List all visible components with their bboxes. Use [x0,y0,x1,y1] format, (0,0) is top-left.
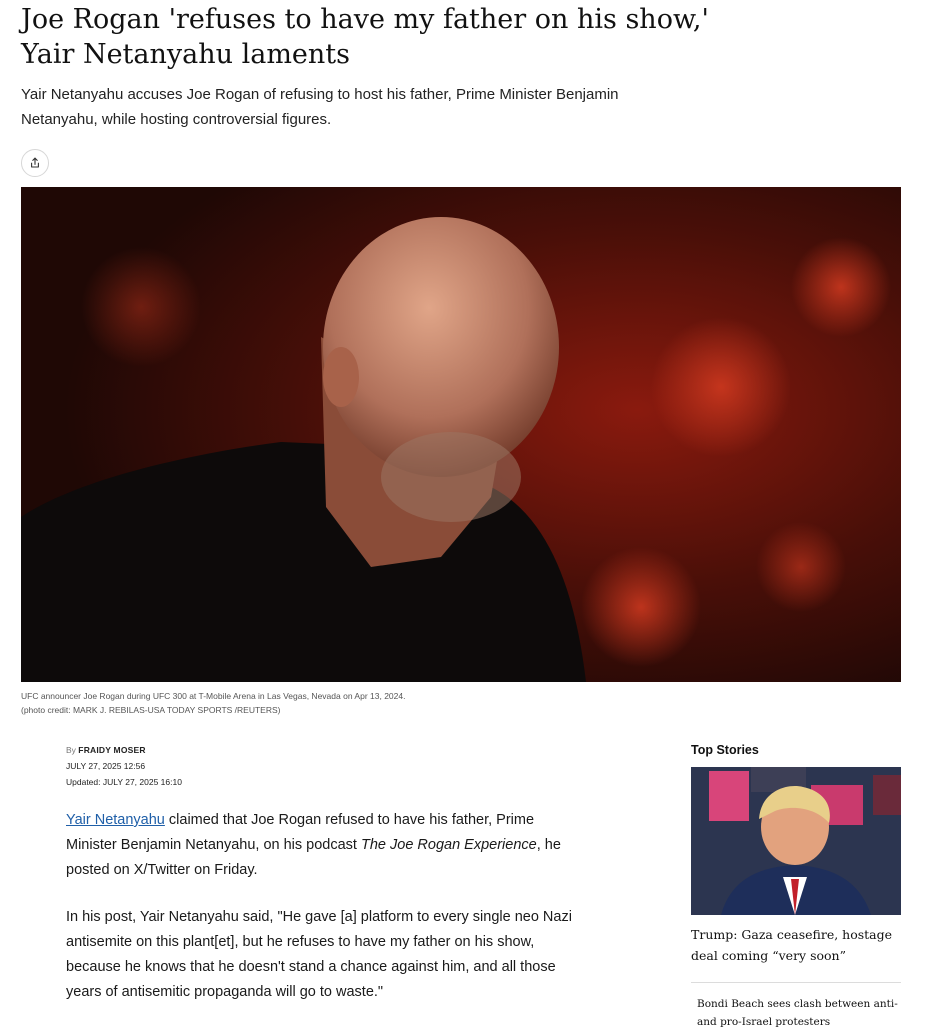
article-paragraph: In his post, Yair Netanyahu said, "He gave [a] platform to every single neo Nazi antisemite on this plant[et], but he refuses to have my father on his show, because he knows that he doesn't stand a chance against him, and all those years of antisemitic propaganda will go to waste." [66,909,572,1000]
article-hero-image [21,187,901,682]
top-story-image[interactable] [691,767,901,915]
yair-netanyahu-link[interactable]: Yair Netanyahu [66,812,165,828]
article-paragraph [66,808,586,883]
top-story-headline[interactable]: Bondi Beach sees clash between anti- and pro-Israel protesters [697,998,898,1028]
image-caption-description: UFC announcer Joe Rogan during UFC 300 at T-Mobile Arena in Las Vegas, Nevada on Apr 13, 2024. [21,691,406,701]
image-caption [21,689,721,717]
share-icon [29,157,41,169]
byline [66,742,182,790]
top-story-headline[interactable]: Trump: Gaza ceasefire, hostage deal coming “very soon” [691,927,893,963]
article-headline: Joe Rogan 'refuses to have my father on his show,' Yair Netanyahu laments [21,4,709,70]
updated-date: Updated: JULY 27, 2025 16:10 [66,777,182,787]
article-subhead: Yair Netanyahu accuses Joe Rogan of refusing to host his father, Prime Minister Benjamin Netanyahu, while hosting controversial figures. [21,86,619,128]
top-stories-sidebar [691,740,901,1031]
published-date: JULY 27, 2025 12:56 [66,761,146,771]
image-caption-credit: (photo credit: MARK J. REBILAS-USA TODAY SPORTS /REUTERS) [21,705,281,715]
podcast-title: The Joe Rogan Experience [361,837,537,853]
top-stories-title: Top Stories [691,743,759,757]
sidebar-divider [691,982,901,983]
author-name[interactable]: FRAIDY MOSER [78,745,146,755]
paragraph-text: claimed that Joe Rogan refused to have his father, Prime Minister Benjamin Netanyahu, on his podcast [66,812,535,853]
paragraph-text: , he posted on X/Twitter on Friday. [66,837,561,878]
share-button[interactable] [21,149,49,177]
article-body [66,808,586,1027]
byline-prefix: By [66,745,76,755]
